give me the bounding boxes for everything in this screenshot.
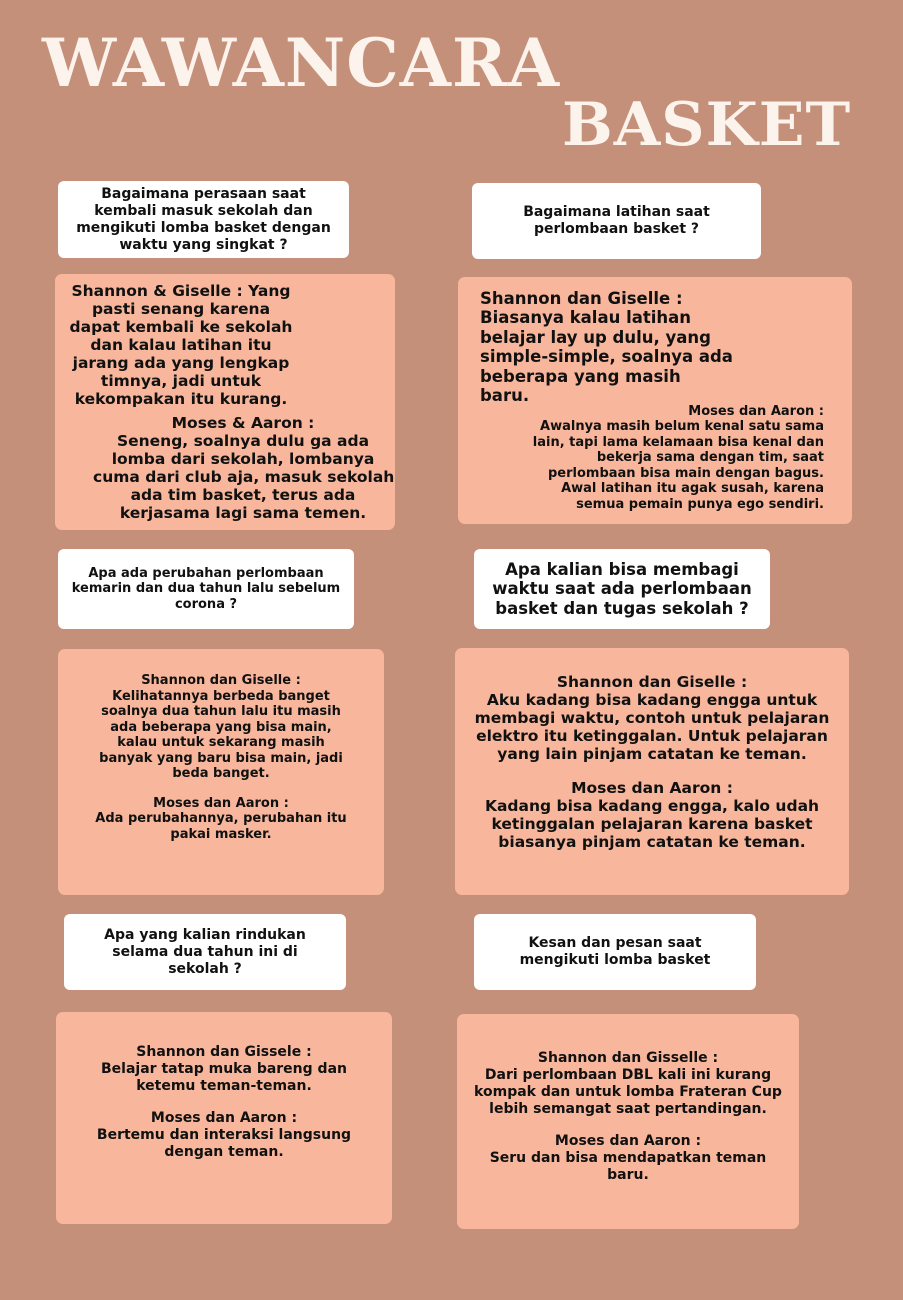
answer-block-moses-aaron: [480, 404, 824, 513]
answer-text: ketemu teman-teman.: [136, 1078, 312, 1094]
answer-text: Aku kadang bisa kadang engga untuk: [486, 691, 818, 709]
question-text: Kesan dan pesan saat: [528, 935, 702, 951]
answer-text: kalau untuk sekarang masih: [117, 735, 325, 750]
answer-text: Moses dan Aaron :: [688, 403, 824, 419]
answer-text: Moses dan Aaron :: [554, 1133, 702, 1149]
answer-text: semua pemain punya ego sendiri.: [576, 496, 824, 512]
answer-text: Seru dan bisa mendapatkan teman: [489, 1150, 767, 1166]
question-text: perlombaan basket ?: [533, 221, 700, 237]
question-text: Apa yang kalian rindukan: [104, 926, 306, 943]
answer-text: ada tim basket, terus ada: [130, 486, 356, 504]
answer-text: perlombaan bisa main dengan bagus.: [547, 465, 824, 481]
answer-box-3: [58, 649, 384, 895]
answer-text: ada beberapa yang bisa main,: [110, 719, 332, 735]
question-box-6: [474, 914, 756, 990]
answer-text: Dari perlombaan DBL kali ini kurang: [484, 1067, 772, 1083]
question-text: Apa ada perubahan perlombaan: [88, 565, 324, 581]
title-wawancara: WAWANCARA: [42, 24, 561, 102]
answer-box-6: [457, 1014, 799, 1229]
question-box-4: [474, 549, 770, 629]
question-text: Apa kalian bisa membagi: [505, 559, 739, 579]
answer-text: kompak dan untuk lomba Frateran Cup: [474, 1084, 782, 1100]
answer-text: biasanya pinjam catatan ke teman.: [498, 833, 806, 851]
answer-text: soalnya dua tahun lalu itu masih: [101, 704, 341, 719]
title-basket: BASKET: [562, 90, 852, 160]
question-text: waktu yang singkat ?: [119, 236, 288, 253]
answer-box-2: [458, 277, 852, 524]
answer-text: dan kalau latihan itu: [90, 336, 272, 354]
answer-text: bekerja sama dengan tim, saat: [596, 450, 824, 466]
answer-text: dapat kembali ke sekolah: [69, 318, 293, 336]
answer-text: yang lain pinjam catatan ke teman.: [497, 745, 807, 763]
answer-box-1: [55, 274, 395, 530]
answer-block-shannon-giselle: [480, 289, 824, 406]
answer-text: dengan teman.: [164, 1144, 284, 1160]
question-box-1: [58, 181, 349, 258]
answer-text: Awalnya masih belum kenal satu sama: [540, 419, 824, 435]
answer-text: membagi waktu, contoh untuk pelajaran: [474, 709, 830, 727]
answer-text: Awal latihan itu agak susah, karena: [561, 481, 824, 497]
answer-text: simple-simple, soalnya ada: [480, 347, 733, 367]
question-text: kemarin dan dua tahun lalu sebelum: [71, 581, 341, 597]
question-text: mengikuti lomba basket dengan: [76, 219, 331, 236]
question-text: selama dua tahun ini di: [112, 943, 298, 960]
answer-block-shannon-giselle: [61, 282, 301, 408]
answer-text: baru.: [480, 386, 530, 406]
answer-text: Bertemu dan interaksi langsung: [96, 1127, 352, 1143]
answer-text: banyak yang baru bisa main, jadi: [99, 750, 343, 766]
answer-text: beda banget.: [172, 766, 270, 781]
answer-text: Shannon & Giselle : Yang: [71, 282, 291, 300]
answer-text: Moses dan Aaron :: [153, 795, 289, 811]
question-text: kembali masuk sekolah dan: [94, 202, 313, 219]
answer-text: Shannon dan Giselle :: [141, 673, 301, 688]
question-box-2: [472, 183, 761, 259]
answer-text: timnya, jadi untuk: [100, 372, 262, 390]
answer-text: Belajar tatap muka bareng dan: [101, 1061, 347, 1077]
question-box-5: [64, 914, 346, 990]
answer-text: Moses dan Aaron :: [150, 1110, 298, 1126]
question-text: basket dan tugas sekolah ?: [495, 598, 749, 618]
answer-block-moses-aaron: [93, 414, 393, 522]
question-text: sekolah ?: [168, 960, 242, 977]
answer-text: ketinggalan pelajaran karena basket: [491, 815, 813, 833]
answer-text: Shannon dan Giselle :: [480, 288, 683, 308]
answer-text: Kadang bisa kadang engga, kalo udah: [484, 797, 820, 815]
answer-text: kerjasama lagi sama temen.: [119, 504, 367, 522]
answer-text: Biasanya kalau latihan: [480, 308, 692, 328]
question-text: Bagaimana latihan saat: [523, 204, 710, 220]
answer-text: Seneng, soalnya dulu ga ada: [116, 432, 370, 450]
answer-text: pakai masker.: [170, 826, 272, 842]
answer-text: Shannon dan Gissele :: [136, 1044, 312, 1060]
answer-text: Shannon dan Gisselle :: [537, 1050, 719, 1066]
answer-text: jarang ada yang lengkap: [72, 354, 290, 372]
answer-text: beberapa yang masih: [480, 366, 681, 386]
answer-text: belajar lay up dulu, yang: [480, 327, 711, 347]
answer-text: Moses dan Aaron :: [571, 779, 733, 797]
question-text: mengikuti lomba basket: [519, 952, 711, 968]
question-text: corona ?: [174, 596, 238, 612]
answer-text: Kelihatannya berbeda banget: [112, 688, 330, 704]
question-box-3: [58, 549, 354, 629]
answer-text: baru.: [607, 1167, 649, 1183]
question-text: Bagaimana perasaan saat: [101, 185, 306, 202]
answer-text: Ada perubahannya, perubahan itu: [95, 811, 347, 826]
answer-text: kekompakan itu kurang.: [74, 390, 288, 408]
answer-text: Moses & Aaron :: [171, 414, 315, 432]
question-text: waktu saat ada perlombaan: [492, 579, 752, 599]
answer-text: cuma dari club aja, masuk sekolah: [93, 468, 395, 486]
answer-text: lomba dari sekolah, lombanya: [111, 450, 375, 468]
answer-text: elektro itu ketinggalan. Untuk pelajaran: [476, 727, 828, 745]
answer-box-4: [455, 648, 849, 895]
answer-text: pasti senang karena: [91, 300, 271, 318]
answer-text: lebih semangat saat pertandingan.: [489, 1101, 767, 1117]
answer-text: lain, tapi lama kelamaan bisa kenal dan: [532, 434, 824, 450]
answer-box-5: [56, 1012, 392, 1224]
answer-text: Shannon dan Giselle :: [556, 673, 748, 691]
